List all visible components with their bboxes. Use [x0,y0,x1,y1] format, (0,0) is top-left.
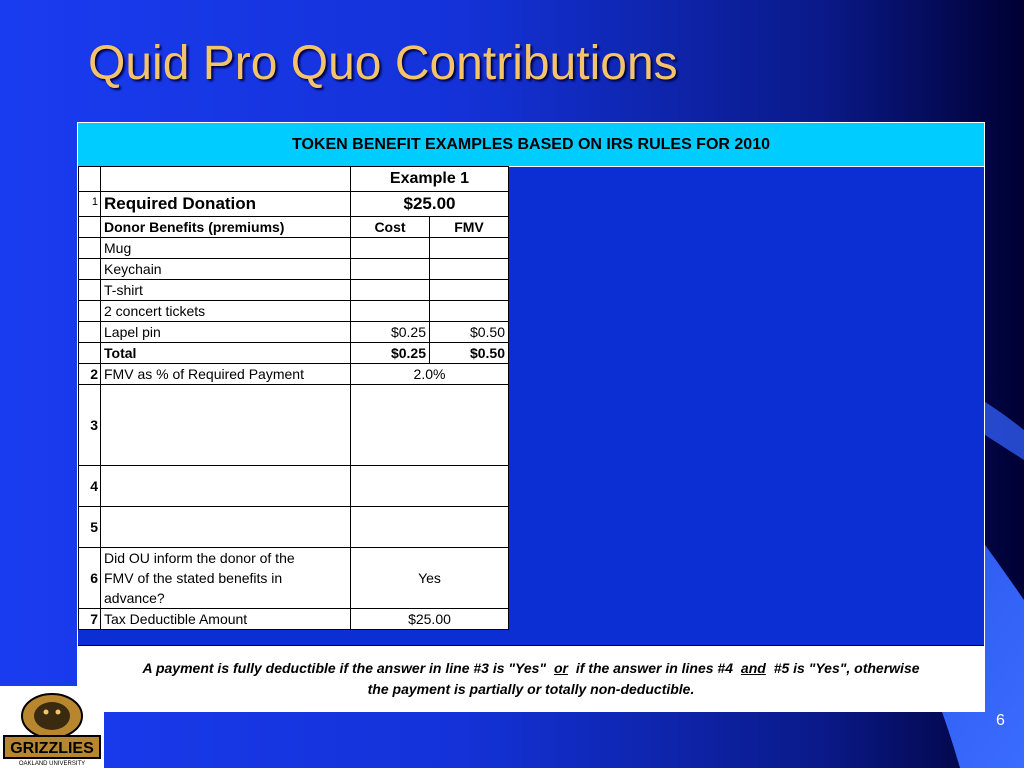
table-banner: TOKEN BENEFIT EXAMPLES BASED ON IRS RULES FOR 2010 [78,123,984,167]
logo-text: GRIZZLIES [10,740,94,757]
total-fmv: $0.50 [430,343,509,364]
benefit-item: Keychain [101,259,351,280]
row-number: 3 [79,385,101,466]
table-row [79,322,509,343]
empty-cell [79,280,101,301]
row-label-line: FMV of the stated benefits in [104,570,283,586]
table-row [79,343,509,364]
table-row [79,385,509,466]
footer-and: and [740,660,766,676]
benefit-table [78,166,509,630]
required-donation-label: Required Donation [101,192,351,217]
row-value: No [351,466,509,507]
row-value: $25.00 [351,609,509,630]
benefit-fmv: $0.50 [430,322,509,343]
row-label [101,507,351,548]
empty-cell [79,322,101,343]
table-row [79,609,509,630]
empty-cell [79,217,101,238]
row-label-line: Did OU inform the donor of the [104,550,295,566]
table-panel [77,122,985,712]
empty-cell [79,167,101,192]
footer-text: the payment is partially or totally non-deductible. [367,681,695,697]
empty-cell [79,238,101,259]
table-row [79,238,509,259]
benefit-cost [351,301,430,322]
benefit-cost [351,238,430,259]
benefit-cost [351,280,430,301]
cost-header: Cost [351,217,430,238]
row-label-line: $48 or more? [104,488,188,504]
benefits-header-label: Donor Benefits (premiums) [101,217,351,238]
benefit-fmv [430,280,509,301]
total-cost: $0.25 [351,343,430,364]
table-row [79,301,509,322]
table-row [79,507,509,548]
logo-subtext: OAKLAND UNIVERSITY [18,761,86,767]
footer-text: A payment is fully deductible if the answer in line #3 is "Yes" [142,660,547,676]
slide-title: Quid Pro Quo Contributions [88,37,678,90]
benefit-item: Mug [101,238,351,259]
row-number: 1 [79,192,101,217]
table-row [79,192,509,217]
footer-or: or [553,660,568,676]
table-row [79,364,509,385]
benefit-item: T-shirt [101,280,351,301]
table-row [79,259,509,280]
row-value: Yes [351,548,509,609]
benefit-fmv [430,301,509,322]
benefit-cost [351,259,430,280]
row-number: 7 [79,609,101,630]
footer-text: #5 is "Yes", otherwise [773,660,920,676]
row-label-line: whichever is less? [104,447,218,463]
row-label-line: received less than or equal to 2% [104,407,312,423]
example-header: Example 1 [351,167,509,192]
row-value: Yes [351,507,509,548]
row-label [101,466,351,507]
page-number: 6 [996,712,1005,729]
table-row [79,217,509,238]
footer-text: if the answer in lines #4 [575,660,734,676]
row-label [101,385,351,466]
row-label: Tax Deductible Amount [101,609,351,630]
row-label: FMV as % of Required Payment [101,364,351,385]
row-number: 4 [79,466,101,507]
empty-cell [101,167,351,192]
row-value: Yes [351,385,509,466]
empty-cell [79,343,101,364]
benefit-cost: $0.25 [351,322,430,343]
row-number: 2 [79,364,101,385]
row-number: 5 [79,507,101,548]
benefit-item: Lapel pin [101,322,351,343]
benefit-item: 2 concert tickets [101,301,351,322]
row-label-line: advance? [104,590,165,606]
row-label-line: received $9.60 or less? [104,529,249,545]
benefit-fmv [430,238,509,259]
row-label [101,548,351,609]
row-value: 2.0% [351,364,509,385]
empty-cell [79,301,101,322]
table-row [79,280,509,301]
table-row [79,548,509,609]
fmv-header: FMV [430,217,509,238]
row-label-line: Is the donors required payment [104,468,298,484]
row-number: 6 [79,548,101,609]
row-label-line: Is the FMV of all benefits [104,387,259,403]
total-label: Total [101,343,351,364]
row-label-line: Is the total cost of all benefits [104,509,285,525]
table-row [79,167,509,192]
table-row [79,466,509,507]
benefit-fmv [430,259,509,280]
grizzlies-logo [0,686,104,768]
empty-cell [79,259,101,280]
row-label-line: of the required payment or $96, [104,427,300,443]
required-donation-value: $25.00 [351,192,509,217]
table-footer-note [78,645,984,712]
